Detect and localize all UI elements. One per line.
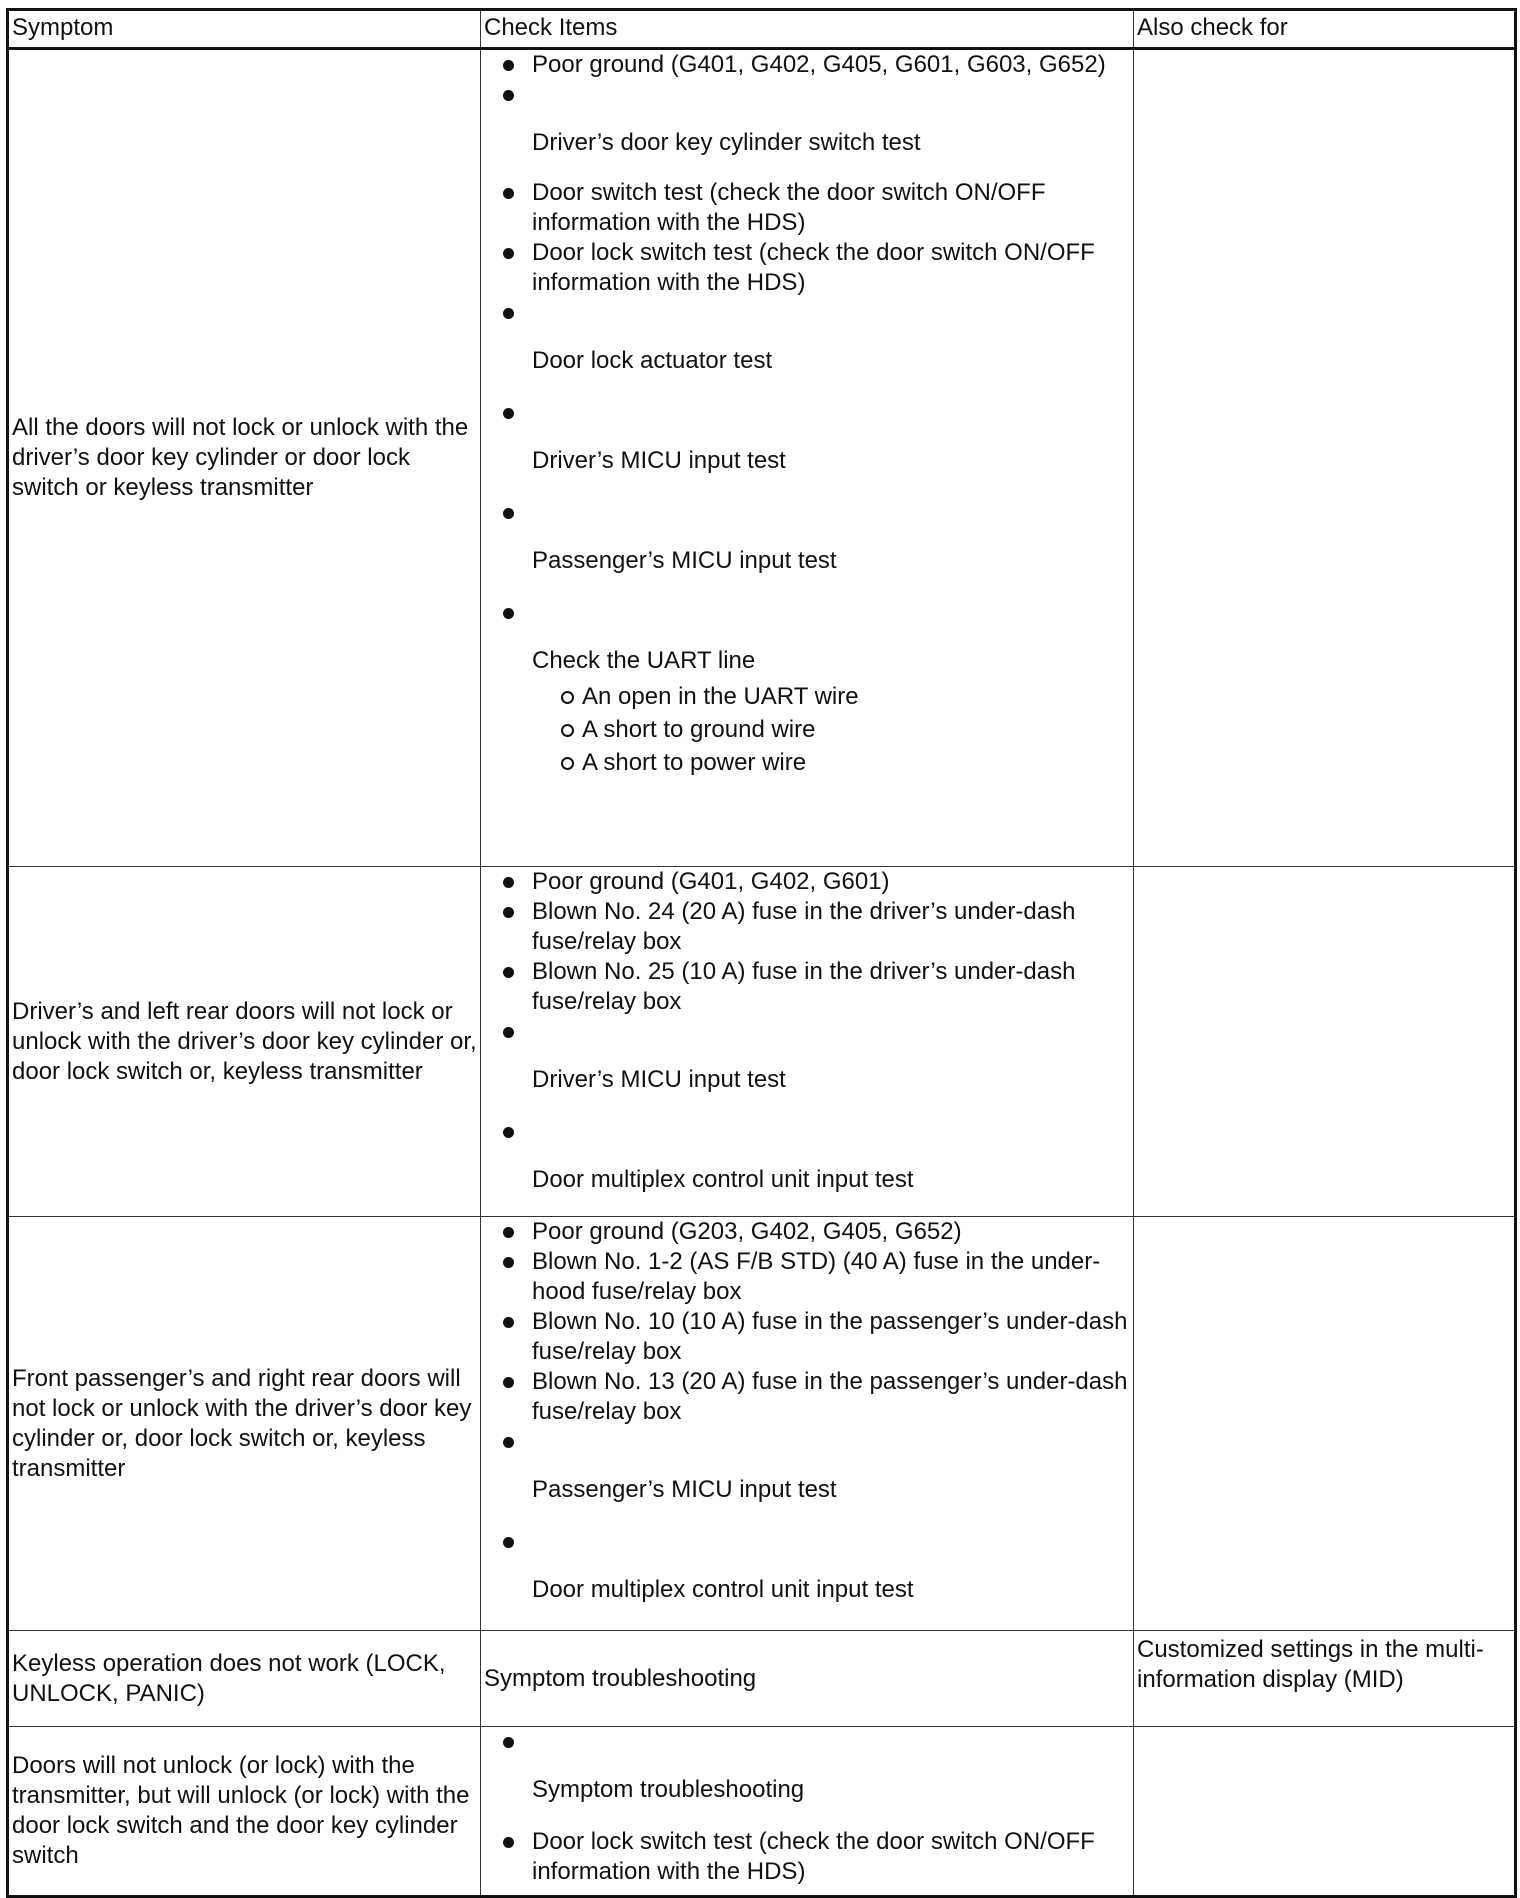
table-row	[8, 1727, 1516, 1897]
link-text[interactable]: Check the UART line	[532, 647, 756, 674]
link-text[interactable]: Door multiplex control unit input test	[532, 1166, 914, 1193]
list-item: Door switch test (check the door switch ON/OFF information with the HDS)	[481, 178, 1133, 238]
check-item-list	[481, 1217, 1133, 1605]
table-row	[8, 1631, 1516, 1727]
check-item-list	[481, 50, 1133, 778]
also-check-cell	[1134, 1217, 1516, 1631]
link-text[interactable]: Door lock actuator test	[532, 347, 773, 374]
list-item: Door lock switch test (check the door switch ON/OFF information with the HDS)	[481, 238, 1133, 298]
header-row	[8, 10, 1516, 49]
list-item	[481, 1117, 1133, 1195]
list-item	[481, 1727, 1133, 1805]
sub-item-list	[532, 682, 1133, 778]
symptom-cell: Driver’s and left rear doors will not lock or unlock with the driver’s door key cylinder or, door lock switch or, keyless transmitter	[8, 867, 481, 1217]
also-check-cell: Customized settings in the multi-information display (MID)	[1134, 1631, 1516, 1727]
list-item	[481, 80, 1133, 158]
symptom-cell: Keyless operation does not work (LOCK, UNLOCK, PANIC)	[8, 1631, 481, 1727]
check-items-cell	[481, 49, 1134, 867]
symptom-cell: All the doors will not lock or unlock with the driver’s door key cylinder or door lock switch or keyless transmitter	[8, 49, 481, 867]
link-text[interactable]: Passenger’s MICU input test	[532, 547, 837, 574]
sub-list-item: A short to power wire	[532, 748, 1133, 778]
check-items-cell	[481, 1727, 1134, 1897]
header-check-items: Check Items	[481, 10, 1134, 49]
list-item	[481, 498, 1133, 576]
header-also-check: Also check for	[1134, 10, 1516, 49]
symptom-cell: Doors will not unlock (or lock) with the transmitter, but will unlock (or lock) with the door lock switch and the door key cylinder switch	[8, 1727, 481, 1897]
list-item	[481, 1427, 1133, 1505]
troubleshooting-table	[6, 8, 1517, 1898]
list-item	[481, 398, 1133, 476]
link-text[interactable]: Driver’s MICU input test	[532, 447, 786, 474]
link-text[interactable]: Symptom troubleshooting	[532, 1776, 805, 1803]
link-text[interactable]: Driver’s MICU input test	[532, 1066, 786, 1093]
check-items-cell	[481, 1631, 1134, 1727]
symptom-cell: Front passenger’s and right rear doors will not lock or unlock with the driver’s door key cylinder or, door lock switch or, keyless transmitter	[8, 1217, 481, 1631]
link-text[interactable]: Symptom troubleshooting	[484, 1664, 757, 1692]
list-item	[481, 298, 1133, 376]
link-text[interactable]: Door multiplex control unit input test	[532, 1576, 914, 1603]
also-check-cell	[1134, 1727, 1516, 1897]
list-item: Door lock switch test (check the door switch ON/OFF information with the HDS)	[481, 1827, 1133, 1887]
list-item: Poor ground (G203, G402, G405, G652)	[481, 1217, 1133, 1247]
also-check-cell	[1134, 49, 1516, 867]
list-item	[481, 598, 1133, 778]
link-text[interactable]: Driver’s door key cylinder switch test	[532, 129, 921, 156]
list-item: Poor ground (G401, G402, G601)	[481, 867, 1133, 897]
list-item: Blown No. 1-2 (AS F/B STD) (40 A) fuse in the under-hood fuse/relay box	[481, 1247, 1133, 1307]
also-check-cell	[1134, 867, 1516, 1217]
sub-list-item: An open in the UART wire	[532, 682, 1133, 712]
list-item	[481, 1527, 1133, 1605]
list-item	[481, 1017, 1133, 1095]
list-item: Blown No. 25 (10 A) fuse in the driver’s under-dash fuse/relay box	[481, 957, 1133, 1017]
list-item: Poor ground (G401, G402, G405, G601, G603, G652)	[481, 50, 1133, 80]
list-item: Blown No. 13 (20 A) fuse in the passenger’s under-dash fuse/relay box	[481, 1367, 1133, 1427]
list-item: Blown No. 10 (10 A) fuse in the passenger’s under-dash fuse/relay box	[481, 1307, 1133, 1367]
check-items-cell	[481, 867, 1134, 1217]
table-row	[8, 1217, 1516, 1631]
table-row	[8, 867, 1516, 1217]
check-item-list	[481, 1727, 1133, 1887]
check-item-list	[481, 867, 1133, 1195]
list-item: Blown No. 24 (20 A) fuse in the driver’s under-dash fuse/relay box	[481, 897, 1133, 957]
table-row	[8, 49, 1516, 867]
check-items-cell	[481, 1217, 1134, 1631]
header-symptom: Symptom	[8, 10, 481, 49]
link-text[interactable]: Passenger’s MICU input test	[532, 1476, 837, 1503]
sub-list-item: A short to ground wire	[532, 715, 1133, 745]
